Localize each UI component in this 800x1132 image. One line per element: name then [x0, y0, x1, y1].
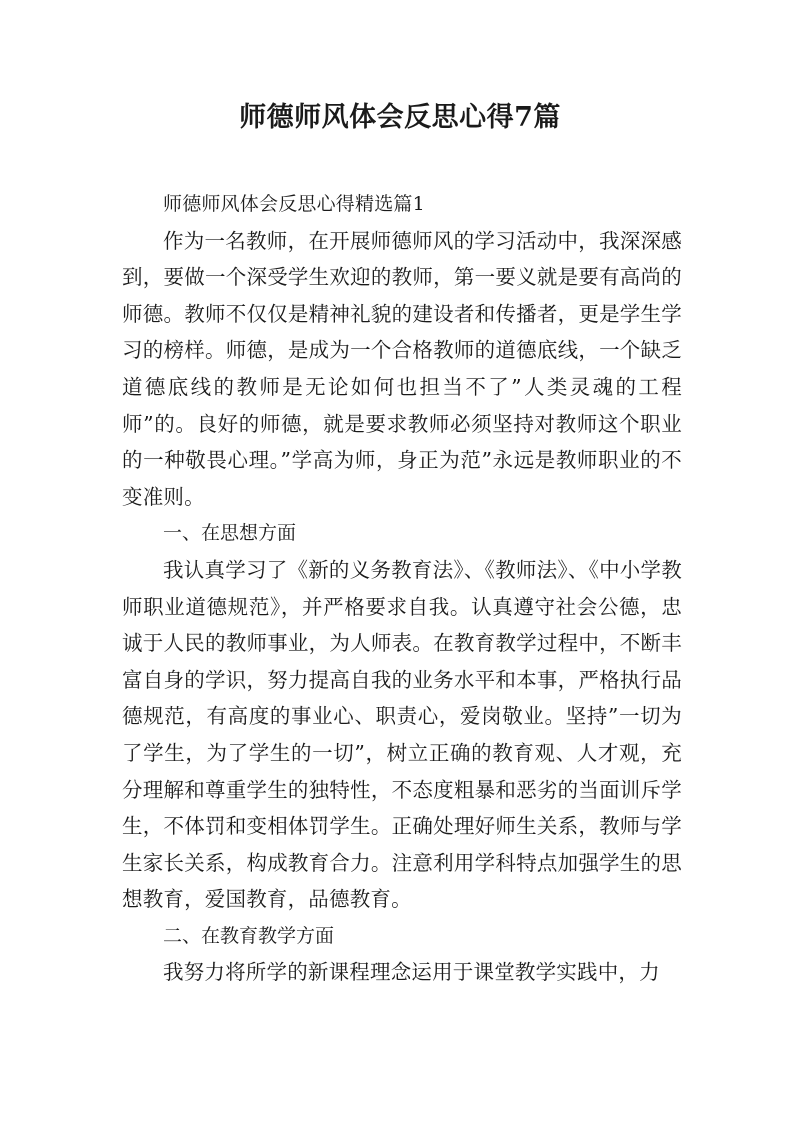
document-title: 师德师风体会反思心得7篇	[239, 102, 561, 133]
section-heading-thought: 一、在思想方面	[163, 522, 297, 545]
section-subtitle: 师德师风体会反思心得精选篇1	[163, 193, 425, 215]
paragraph-thought: 我认真学习了《新的义务教育法》、《教师法》、《中小学教师职业道德规范》，并严格要求自我。认真遵守社会公德，忠诚于人民的教师事业，为人师表。在教育教学过程中，不断丰富自身的学识，努力提高自我的业务水平和本事，严格执行品德规范，有高度的事业心、职责心，爱岗敬业。坚持”一切为了学生，为了学生的一切”，树立正确的教育观、人才观，充分理解和尊重学生的独特性，不态度粗暴和恶劣的当面训斥学生，不体罚和变相体罚学生。正确处理好师生关系，教师与学生家长关系，构成教育合力。注意利用学科特点加强学生的思想教育，爱国教育，品德教育。	[122, 557, 682, 912]
paragraph-teaching: 我努力将所学的新课程理念运用于课堂教学实践中，力	[163, 960, 660, 985]
section-heading-teaching: 二、在教育教学方面	[163, 924, 335, 947]
paragraph-intro: 作为一名教师，在开展师德师风的学习活动中，我深深感到，要做一个深受学生欢迎的教师，第一要义就是要有高尚的师德。教师不仅仅是精神礼貌的建设者和传播者，更是学生学习的榜样。师德，是成为一个合格教师的道德底线，一个缺乏道德底线的教师是无论如何也担当不了”人类灵魂的工程师”的。良好的师德，就是要求教师必须坚持对教师这个职业的一种敬畏心理。”学高为师，身正为范”永远是教师职业的不变准则。	[122, 228, 682, 509]
document-body	[122, 186, 682, 991]
